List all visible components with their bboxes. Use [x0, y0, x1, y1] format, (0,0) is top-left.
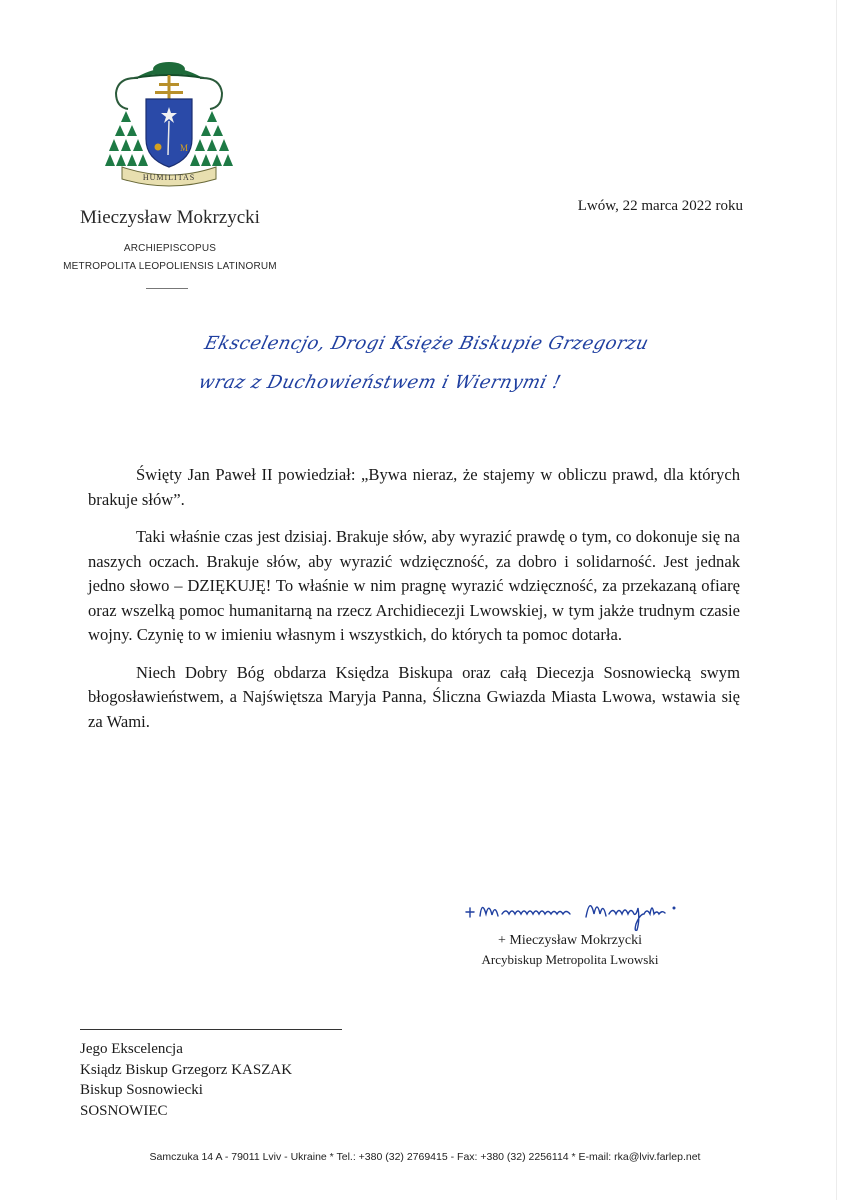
- coat-of-arms-emblem: [104, 55, 234, 190]
- body-paragraph-2: Taki właśnie czas jest dzisiaj. Brakuje słów, aby wyrazić prawdę o tym, co dokonuje się na naszych oczach. Brakuje słów, aby wyrazić wdzięczność, za dobro i solidarność. Jest jednak jedno słowo – DZIĘKUJĘ! To właśnie w nim pragnę wyrazić wdzięczność, za przekazaną ofiarę oraz wszelką pomoc humanitarną na rzecz Archidiecezji Lwowskiej, w tym jakże trudnym czasie wojny. Czynię to w imieniu własnym i wszystkich, do których ta pomoc dotarła.: [88, 527, 740, 644]
- footer-contact: Samczuka 14 A - 79011 Lviv - Ukraine * Tel.: +380 (32) 2769415 - Fax: +380 (32) 2256114 * E-mail: rka@lviv.farlep.net: [149, 1151, 701, 1163]
- handwritten-signature: [462, 890, 702, 935]
- recipient-line3: Biskup Sosnowiecki: [80, 1082, 203, 1098]
- recipient-line2: Ksiądz Biskup Grzegorz KASZAK: [80, 1061, 293, 1078]
- recipient-line1: Jego Ekscelencja: [80, 1041, 183, 1057]
- greeting-line1: Ekscelencjo, Drogi Księże Biskupie Grzegorzu: [202, 333, 651, 354]
- signer-name: + Mieczysław Mokrzycki: [498, 933, 642, 948]
- sender-name: Mieczysław Mokrzycki: [80, 207, 260, 228]
- page-edge: [836, 0, 837, 1200]
- motto-text: HUMILITAS: [142, 173, 196, 182]
- letter-body: [88, 463, 740, 747]
- header-divider: [146, 288, 188, 289]
- sender-title-line1: ARCHIEPISCOPUS: [123, 243, 217, 254]
- letter-date: Lwów, 22 marca 2022 roku: [577, 198, 743, 214]
- body-paragraph-1: Święty Jan Paweł II powiedział: „Bywa nieraz, że stajemy w obliczu prawd, dla których brakuje słów”.: [88, 465, 740, 509]
- recipient-address: [80, 1039, 292, 1121]
- svg-text:M: M: [180, 143, 189, 153]
- sender-title-line2: METROPOLITA LEOPOLIENSIS LATINORUM: [63, 261, 277, 272]
- signer-role: Arcybiskup Metropolita Lwowski: [481, 952, 659, 967]
- recipient-line4: SOSNOWIEC: [80, 1102, 168, 1119]
- greeting-line2: wraz z Duchowieństwem i Wiernymi !: [196, 372, 564, 393]
- body-paragraph-3: Niech Dobry Bóg obdarza Księdza Biskupa oraz całą Diecezja Sosnowiecką swym błogosławieństwem, a Najświętsza Maryja Panna, Śliczna Gwiazda Miasta Lwowa, wstawia się za Wami.: [88, 662, 740, 731]
- recipient-divider: [80, 1029, 342, 1030]
- handwritten-greeting: [195, 333, 775, 393]
